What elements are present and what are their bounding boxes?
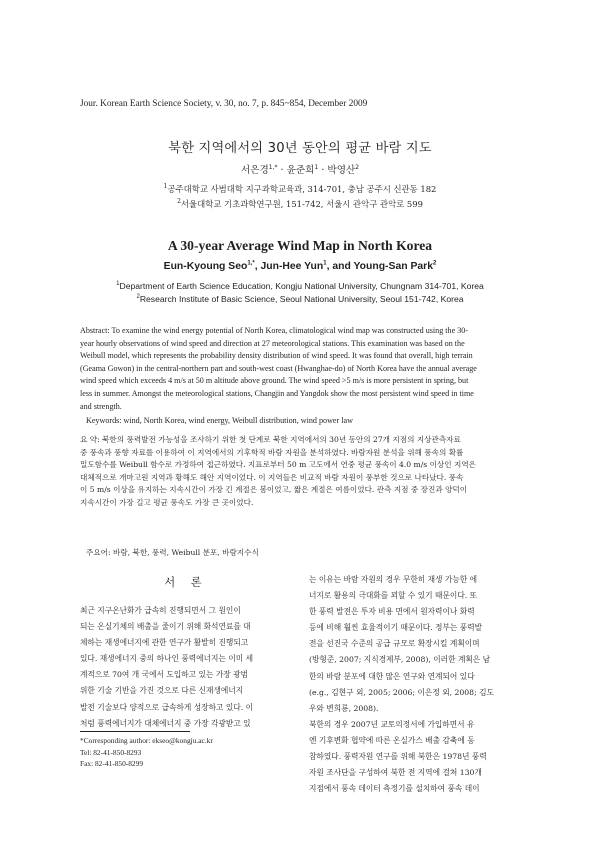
body-line: 처럼 풍력에너지가 대체에너지 중 가장 각광받고 있 — [80, 718, 251, 728]
english-title: A 30-year Average Wind Map in North Korea — [167, 238, 433, 253]
korean-affiliation — [0, 183, 600, 195]
affiliation-text: Research Institute of Basic Science, Seoul National University, Seoul 151-742, Korea — [139, 294, 464, 304]
author-name: 서은경 — [240, 165, 269, 176]
affiliation-superscript: 2 — [177, 198, 181, 206]
korean-keywords: 주요어: 바람, 북한, 풍력, Weibull 분포, 바람지수식 — [86, 548, 259, 557]
body-line: 한의 바람 분포에 대한 많은 연구와 연계되어 있다 — [309, 671, 475, 681]
korean-abstract-line: 대체적으로 개마고원 지역과 황해도 해안 지역이었다. 이 지역들은 비교적 바람 자원이 풍부한 것으로 나타났다. 풍속 — [80, 472, 464, 482]
journal-citation: Jour. Korean Earth Science Society, v. 30, no. 7, p. 845~854, December 2009 — [80, 99, 368, 109]
english-abstract — [80, 325, 520, 413]
body-line: 체하는 재생에너지에 관한 연구가 활발히 진행되고 — [80, 638, 249, 648]
author-name: Eun-Kyoung Seo — [163, 261, 248, 272]
author-name: Jun-Hee Yun — [260, 261, 324, 272]
author-superscript: 1,* — [247, 260, 255, 267]
body-line: 발전 기술보다 양적으로 급속하게 성장하고 있다. 이 — [80, 702, 254, 712]
body-line: 계적으로 70여 개 국에서 도입하고 있는 가장 광범 — [80, 670, 248, 680]
body-line: 자원 조사단을 구성하여 북한 전 지역에 걸쳐 130개 — [309, 768, 482, 778]
korean-abstract-line: 밀도함수를 Weibull 함수로 가정하여 접근하였다. 지표로부터 50 m 고도에서 연중 평균 풍속이 4.0 m/s 이상인 지역은 — [80, 460, 477, 469]
footnote-line: Fax: 82-41-850-8299 — [80, 759, 144, 768]
korean-abstract-line: 이 5 m/s 이상을 유지하는 지속시간이 가장 긴 계절은 봄이었고, 짧은 계절은 여름이었다. 관측 지점 중 장진과 양덕이 — [80, 485, 468, 494]
abstract-line: wind speed which exceeds 4 m/s at 50 m altitude above ground. The wind speed >5 m/s is more persistent in spring, but — [80, 376, 469, 386]
body-column-left — [80, 603, 294, 732]
author-superscript: 2 — [355, 163, 360, 171]
author-separator: , and — [326, 261, 354, 272]
author-superscript: 2 — [433, 260, 437, 267]
korean-authors — [0, 162, 600, 176]
abstract-line: less in summer. Amongst the meteorological stations, Changjin and Yangdok show the most persistent wind speed in time — [80, 388, 474, 398]
body-line: 너지로 활용의 극대화를 꾀할 수 있기 때문이다. 또 — [309, 591, 478, 601]
body-line: 엔 기후변화 협약에 따른 온실가스 배출 감축에 동 — [309, 735, 475, 745]
footnote-divider — [80, 731, 190, 732]
body-line: 북한의 경우 2007년 교토의정서에 가입하면서 유 — [309, 719, 475, 729]
affiliation-superscript: 1 — [163, 183, 168, 191]
abstract-line: year hourly observations of wind speed and direction at 27 meteorological stations. This examination was based on the — [80, 338, 465, 348]
footnote-line: Tel: 82-41-850-8293 — [80, 747, 142, 757]
affiliation-text: 공주대학교 사범대학 지구과학교육과, 314-701, 충남 공주시 신관동 182 — [167, 184, 437, 194]
abstract-line: (Geama Gowon) in the central-northern part and south-west coast (Hwanghae-do) of North Korea have the annual average — [80, 363, 477, 373]
abstract-line: Weibull model, which represents the probability density distribution of wind speed. It was found that overall, high terrain — [80, 351, 473, 361]
abstract-line: Abstract: To examine the wind energy potential of North Korea, climatological wind map was constructed using the 30- — [80, 326, 468, 335]
section-title-introduction: 서 론 — [164, 576, 208, 589]
author-separator: , — [254, 261, 261, 272]
author-name: 박영산 — [327, 165, 356, 176]
author-separator: · — [277, 165, 287, 176]
korean-title: 북한 지역에서의 30년 동안의 평균 바람 지도 — [168, 141, 432, 156]
corresponding-author-footnote — [80, 735, 213, 770]
body-line: (e.g., 김현구 외, 2005; 2006; 이은정 외, 2008; 김도 — [309, 687, 494, 697]
korean-abstract-line: 지속시간이 가장 길고 평균 풍속도 가장 큰 곳이었다. — [80, 497, 254, 507]
author-name: 윤준희 — [286, 165, 315, 176]
korean-abstract-line: 중 풍속과 풍향 자료를 이용하여 이 지역에서의 기후학적 바람 자원을 분석하였다. 바람자원 분석을 위해 풍속의 확률 — [80, 447, 464, 457]
body-line: 우와 변희룡, 2008). — [309, 703, 379, 713]
footnote-line: *Corresponding author: ekseo@kongju.ac.kr — [80, 736, 213, 745]
author-superscript: 1 — [314, 163, 319, 171]
english-affiliation — [0, 294, 600, 304]
author-name: Young-San Park — [353, 261, 433, 272]
affiliation-superscript: 1 — [116, 281, 120, 288]
affiliation-text: Department of Earth Science Education, Kongju National University, Chungnam 314-701, Korea — [119, 281, 484, 291]
affiliation-superscript: 2 — [136, 294, 140, 301]
body-line: 위한 기술 기반을 가진 것으로 다른 신재생에너지 — [80, 686, 244, 696]
body-line: 전을 선진국 수준의 공급 규모로 확장시킬 계획이며 — [309, 639, 480, 649]
english-affiliation — [0, 281, 600, 291]
body-line: 참하였다. 풍력자원 연구를 위해 북한은 1978년 풍력 — [309, 752, 487, 762]
body-line: 한 풍력 발전은 투자 비용 면에서 원자력이나 화력 — [309, 607, 475, 617]
body-line: 되는 온실기체의 배출을 줄이기 위해 화석연료를 대 — [80, 622, 251, 632]
body-line: 지점에서 풍속 데이터 측정기를 설치하여 풍속 데이 — [309, 784, 480, 794]
body-line: 있다. 재생에너지 중의 하나인 풍력에너지는 이미 세 — [80, 654, 254, 664]
body-column-right — [309, 572, 523, 797]
author-superscript: 1,* — [268, 163, 278, 171]
english-keywords: Keywords: wind, North Korea, wind energy, Weibull distribution, wind power law — [86, 416, 353, 425]
korean-affiliation — [0, 198, 600, 210]
body-line: 는 이유는 바람 자원의 경우 무한히 재생 가능한 에 — [309, 575, 478, 584]
body-line: 등에 비해 훨씬 효율적이기 때문이다. 정부는 풍력발 — [309, 623, 483, 633]
abstract-line: and strength. — [80, 401, 122, 411]
body-line: (방형준, 2007; 지식경제부, 2008), 이러한 계획은 남 — [309, 655, 491, 665]
korean-abstract-line: 요 약: 북한의 풍력발전 가능성을 조사하기 위한 첫 단계로 북한 지역에서의 30년 동안의 27개 지점의 지상관측자료 — [80, 435, 461, 444]
english-authors — [0, 261, 600, 272]
affiliation-text: 서울대학교 기초과학연구원, 151-742, 서울시 관악구 관악로 599 — [180, 199, 423, 209]
body-line: 최근 지구온난화가 급속히 진행되면서 그 원인이 — [80, 606, 241, 615]
korean-abstract — [80, 434, 525, 509]
author-superscript: 1 — [323, 260, 327, 267]
author-separator: · — [318, 165, 328, 176]
